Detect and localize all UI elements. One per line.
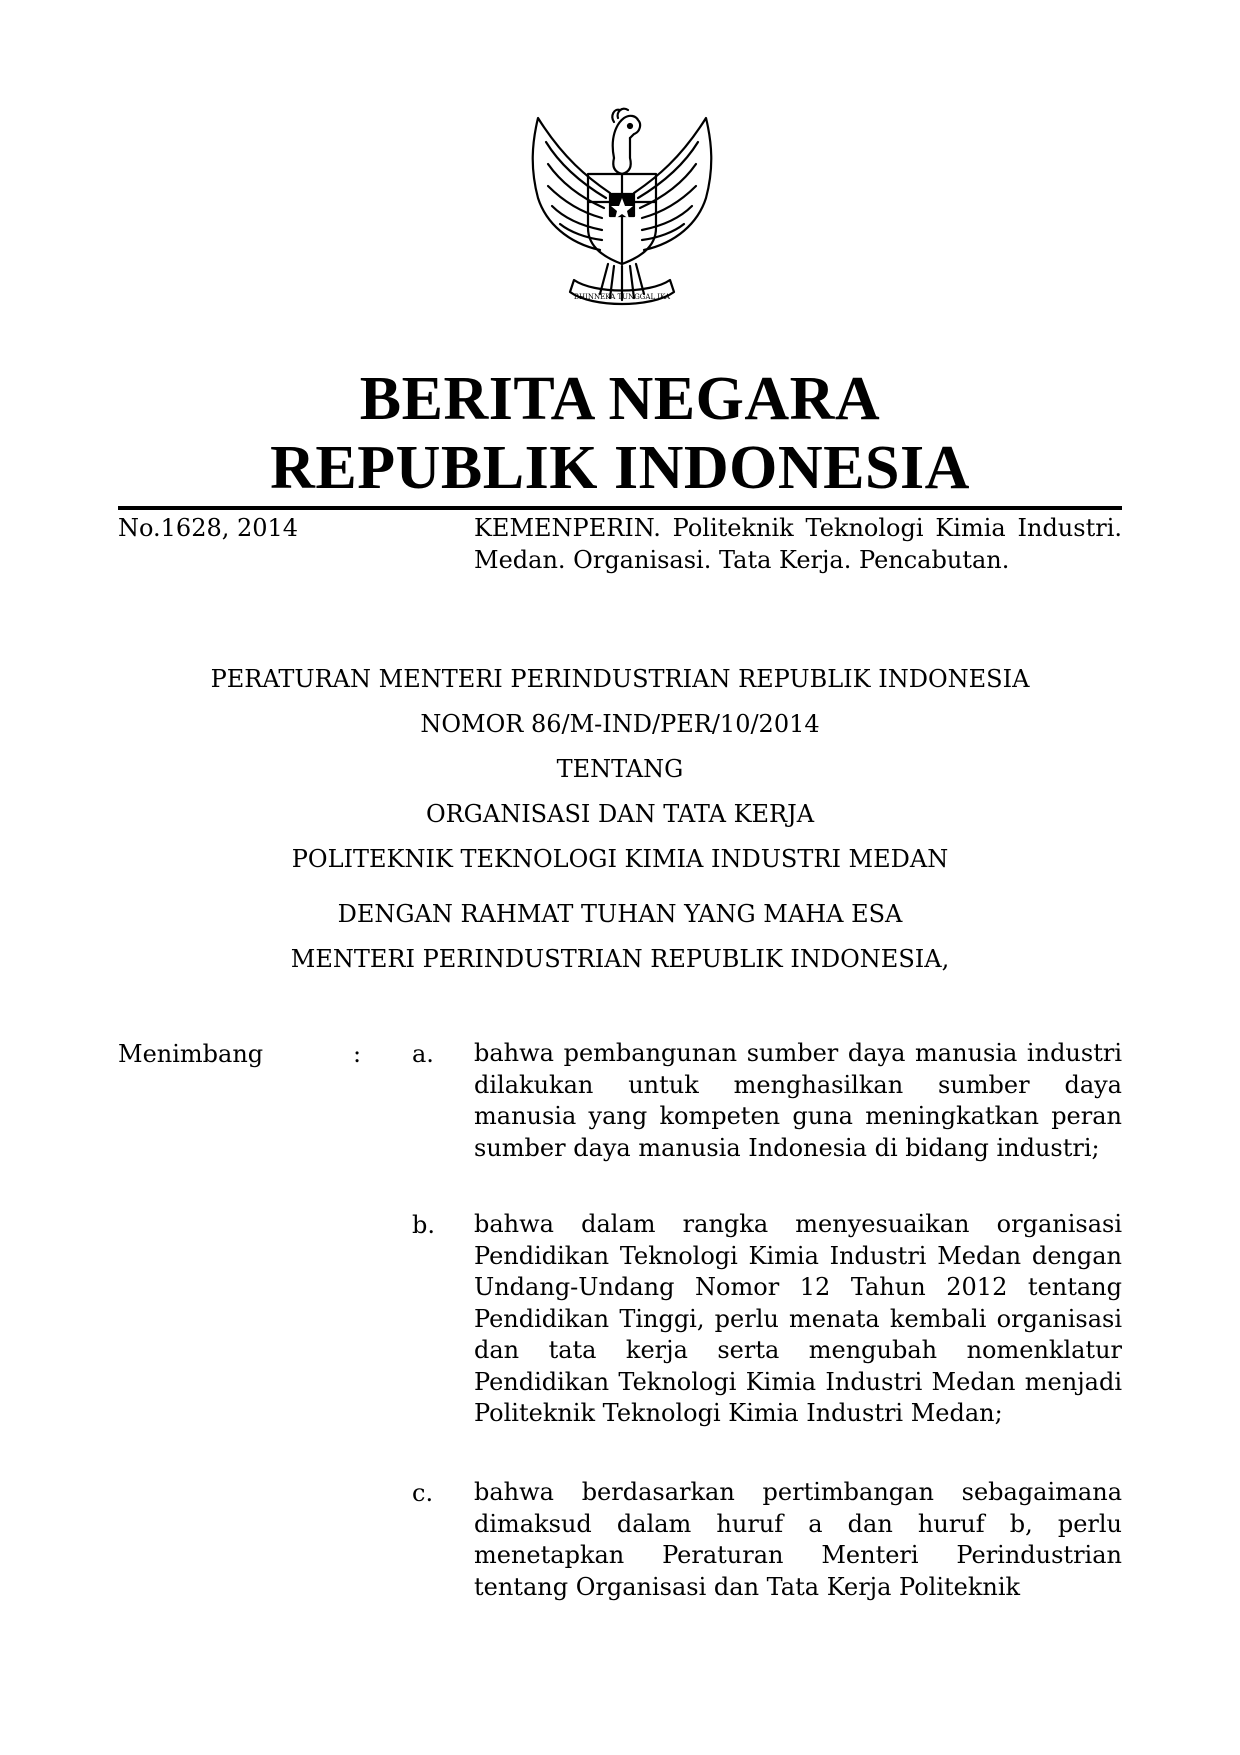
garuda-pancasila-emblem-icon bbox=[518, 98, 726, 314]
considering-item-text: bahwa berdasarkan pertimbangan sebagaimana dimaksud dalam huruf a dan huruf b, perlu menetapkan Peraturan Menteri Perindustrian tentang Organisasi dan Tata Kerja Politeknik bbox=[474, 1478, 1122, 1601]
preamble-blessing: DENGAN RAHMAT TUHAN YANG MAHA ESA bbox=[337, 900, 903, 928]
considering-item-letter: a. bbox=[412, 1040, 434, 1068]
considering-item-letter: b. bbox=[412, 1211, 435, 1239]
considering-label: Menimbang bbox=[118, 1040, 264, 1068]
document-number: No.1628, 2014 bbox=[118, 514, 299, 542]
document-subject: KEMENPERIN. Politeknik Teknologi Kimia Industri. Medan. Organisasi. Tata Kerja. Pencabutan. bbox=[474, 514, 1122, 574]
considering-colon: : bbox=[353, 1040, 362, 1068]
regulation-number: NOMOR 86/M-IND/PER/10/2014 bbox=[420, 710, 820, 738]
regulation-subject-line2: POLITEKNIK TEKNOLOGI KIMIA INDUSTRI MEDAN bbox=[291, 845, 949, 873]
regulation-subject-line1: ORGANISASI DAN TATA KERJA bbox=[425, 800, 815, 828]
considering-item-text: bahwa pembangunan sumber daya manusia industri dilakukan untuk menghasilkan sumber daya manusia yang kompeten guna meningkatkan peran sumber daya manusia Indonesia di bidang industri; bbox=[474, 1039, 1122, 1162]
header-divider bbox=[118, 506, 1122, 510]
considering-item-letter: c. bbox=[412, 1479, 434, 1507]
regulation-title: PERATURAN MENTERI PERINDUSTRIAN REPUBLIK INDONESIA bbox=[210, 665, 1030, 693]
preamble-minister: MENTERI PERINDUSTRIAN REPUBLIK INDONESIA, bbox=[290, 945, 950, 973]
masthead-title-line1: BERITA NEGARA bbox=[359, 365, 881, 433]
regulation-about: TENTANG bbox=[556, 755, 684, 783]
considering-item-text: bahwa dalam rangka menyesuaikan organisasi Pendidikan Teknologi Kimia Industri Medan dengan Undang-Undang Nomor 12 Tahun 2012 tentang Pendidikan Tinggi, perlu menata kembali organisasi dan tata kerja serta mengubah nomenklatur Pendidikan Teknologi Kimia Industri Medan menjadi Politeknik Teknologi Kimia Industri Medan; bbox=[474, 1210, 1122, 1427]
masthead-title-line2: REPUBLIK INDONESIA bbox=[270, 434, 970, 502]
emblem-motto: BHINNEKA TUNGGAL IKA bbox=[573, 293, 671, 301]
